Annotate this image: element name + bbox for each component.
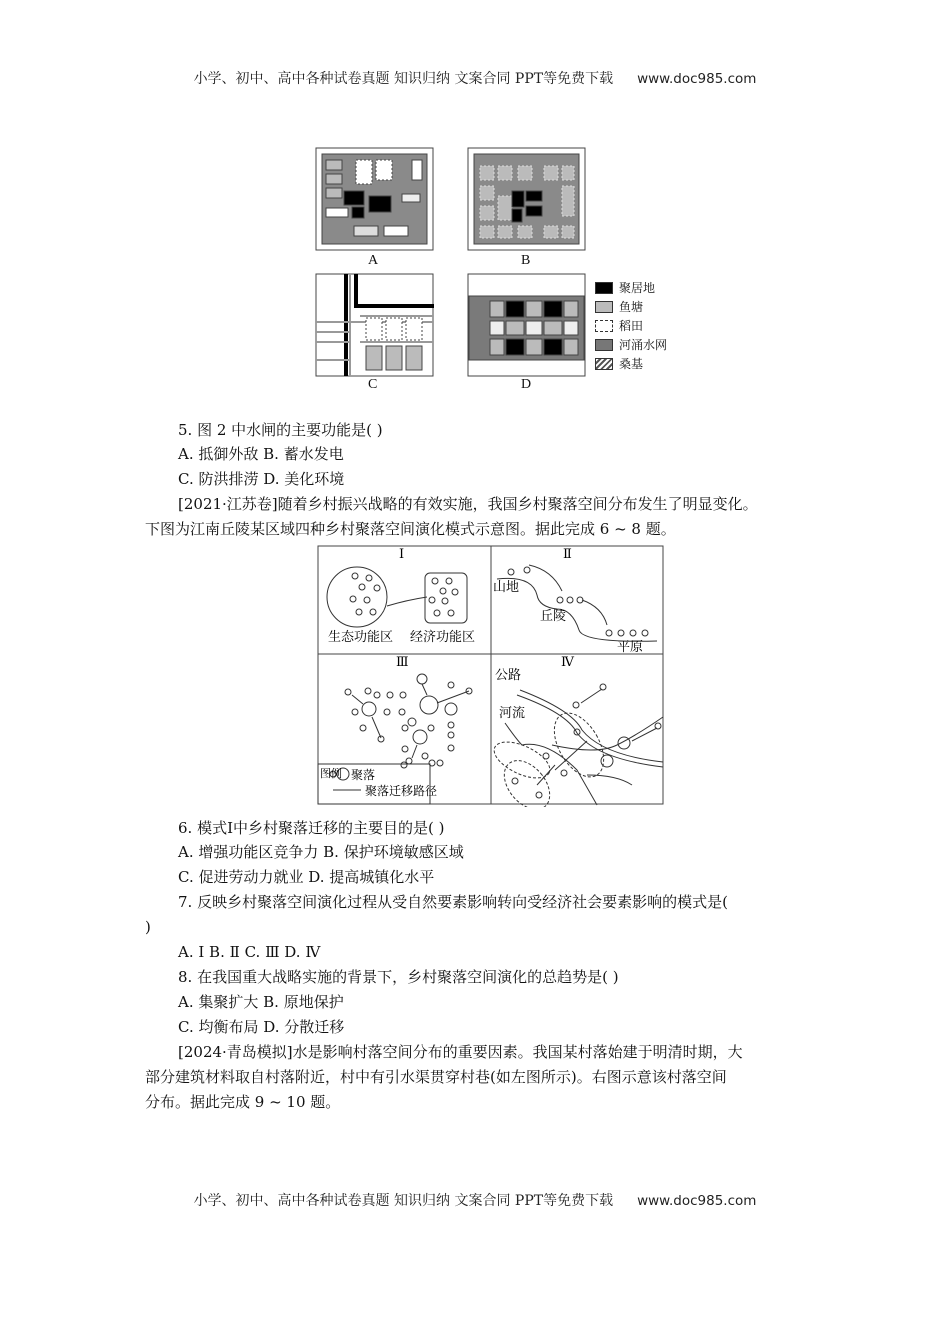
legend-label: 河涌水网 (619, 338, 668, 352)
mountain-label: 山地 (493, 580, 520, 595)
legend-fishpond (595, 298, 643, 315)
footer-text: 小学、初中、高中各种试卷真题 知识归纳 文案合同 PPT等免费下载 (193, 1193, 614, 1209)
legend-paddy (595, 317, 643, 334)
legend-settlement: 聚落 (351, 768, 376, 782)
legend-title: 图例 (320, 767, 342, 780)
plain-label: 平原 (617, 640, 644, 655)
legend-migration: 聚落迁移路径 (365, 784, 438, 798)
q7-stem: 7. 反映乡村聚落空间演化过程从受自然要素影响转向受经济社会要素影响的模式是( (178, 893, 728, 911)
intro1-line2: 下图为江南丘陵某区域四种乡村聚落空间演化模式示意图。据此完成 6 ~ 8 题。 (145, 520, 676, 538)
eco-zone-label: 生态功能区 (328, 630, 394, 645)
intro1-line1: [2021·江苏卷]随着乡村振兴战略的有效实施，我国乡村聚落空间分布发生了明显变化。 (178, 495, 758, 513)
panel-a (316, 148, 433, 250)
figure-settlement-patterns (314, 146, 594, 380)
page-footer (0, 1190, 950, 1210)
river-label: 河流 (499, 706, 526, 721)
intro2-line1: [2024·青岛模拟]水是影响村落空间分布的重要因素。我国某村落始建于明清时期，大 (178, 1043, 743, 1061)
legend-label: 鱼塘 (619, 300, 644, 314)
q6-stem: 6. 模式Ⅰ中乡村聚落迁移的主要目的是( ) (178, 819, 445, 837)
q7-options: A. Ⅰ B. Ⅱ C. Ⅲ D. Ⅳ (178, 943, 321, 961)
panel-i-label: Ⅰ (399, 547, 405, 562)
legend-label: 聚居地 (619, 281, 656, 295)
figure-evolution-modes (317, 545, 665, 807)
label-c: C (368, 377, 378, 392)
panel-c (316, 274, 434, 376)
page-header (0, 68, 950, 88)
panel-d (468, 274, 585, 376)
header-site[interactable]: www.doc985.com (637, 71, 757, 87)
panel-ii-label: Ⅱ (563, 547, 572, 562)
q7-stem-end: ) (145, 918, 151, 936)
econ-zone-label: 经济功能区 (410, 630, 476, 645)
label-a: A (368, 253, 379, 268)
label-d: D (521, 377, 532, 392)
legend-waterway (595, 336, 667, 353)
q8-options-1: A. 集聚扩大 B. 原地保护 (178, 993, 344, 1011)
label-b: B (521, 253, 531, 268)
legend-label: 桑基 (619, 357, 644, 371)
q5-options-1: A. 抵御外敌 B. 蓄水发电 (178, 445, 344, 463)
legend-mulberry (595, 355, 643, 372)
legend-settlement (595, 279, 655, 296)
q8-stem: 8. 在我国重大战略实施的背景下，乡村聚落空间演化的总趋势是( ) (178, 968, 619, 986)
q5-options-2: C. 防洪排涝 D. 美化环境 (178, 470, 345, 488)
intro2-line2: 部分建筑材料取自村落附近，村中有引水渠贯穿村巷(如左图所示)。右图示意该村落空间 (145, 1068, 727, 1086)
q5-stem: 5. 图 2 中水闸的主要功能是( ) (178, 421, 383, 439)
footer-site[interactable]: www.doc985.com (637, 1193, 757, 1209)
q6-options-2: C. 促进劳动力就业 D. 提高城镇化水平 (178, 868, 435, 886)
q8-options-2: C. 均衡布局 D. 分散迁移 (178, 1018, 345, 1036)
legend-label: 稻田 (619, 319, 644, 333)
intro2-line3: 分布。据此完成 9 ~ 10 题。 (145, 1093, 341, 1111)
header-text: 小学、初中、高中各种试卷真题 知识归纳 文案合同 PPT等免费下载 (193, 71, 614, 87)
q6-options-1: A. 增强功能区竞争力 B. 保护环境敏感区域 (178, 843, 464, 861)
road-label: 公路 (495, 668, 522, 683)
panel-iii-label: Ⅲ (396, 655, 409, 670)
panel-b (468, 148, 585, 250)
panel-iv-label: Ⅳ (561, 655, 574, 670)
hill-label: 丘陵 (540, 609, 567, 624)
